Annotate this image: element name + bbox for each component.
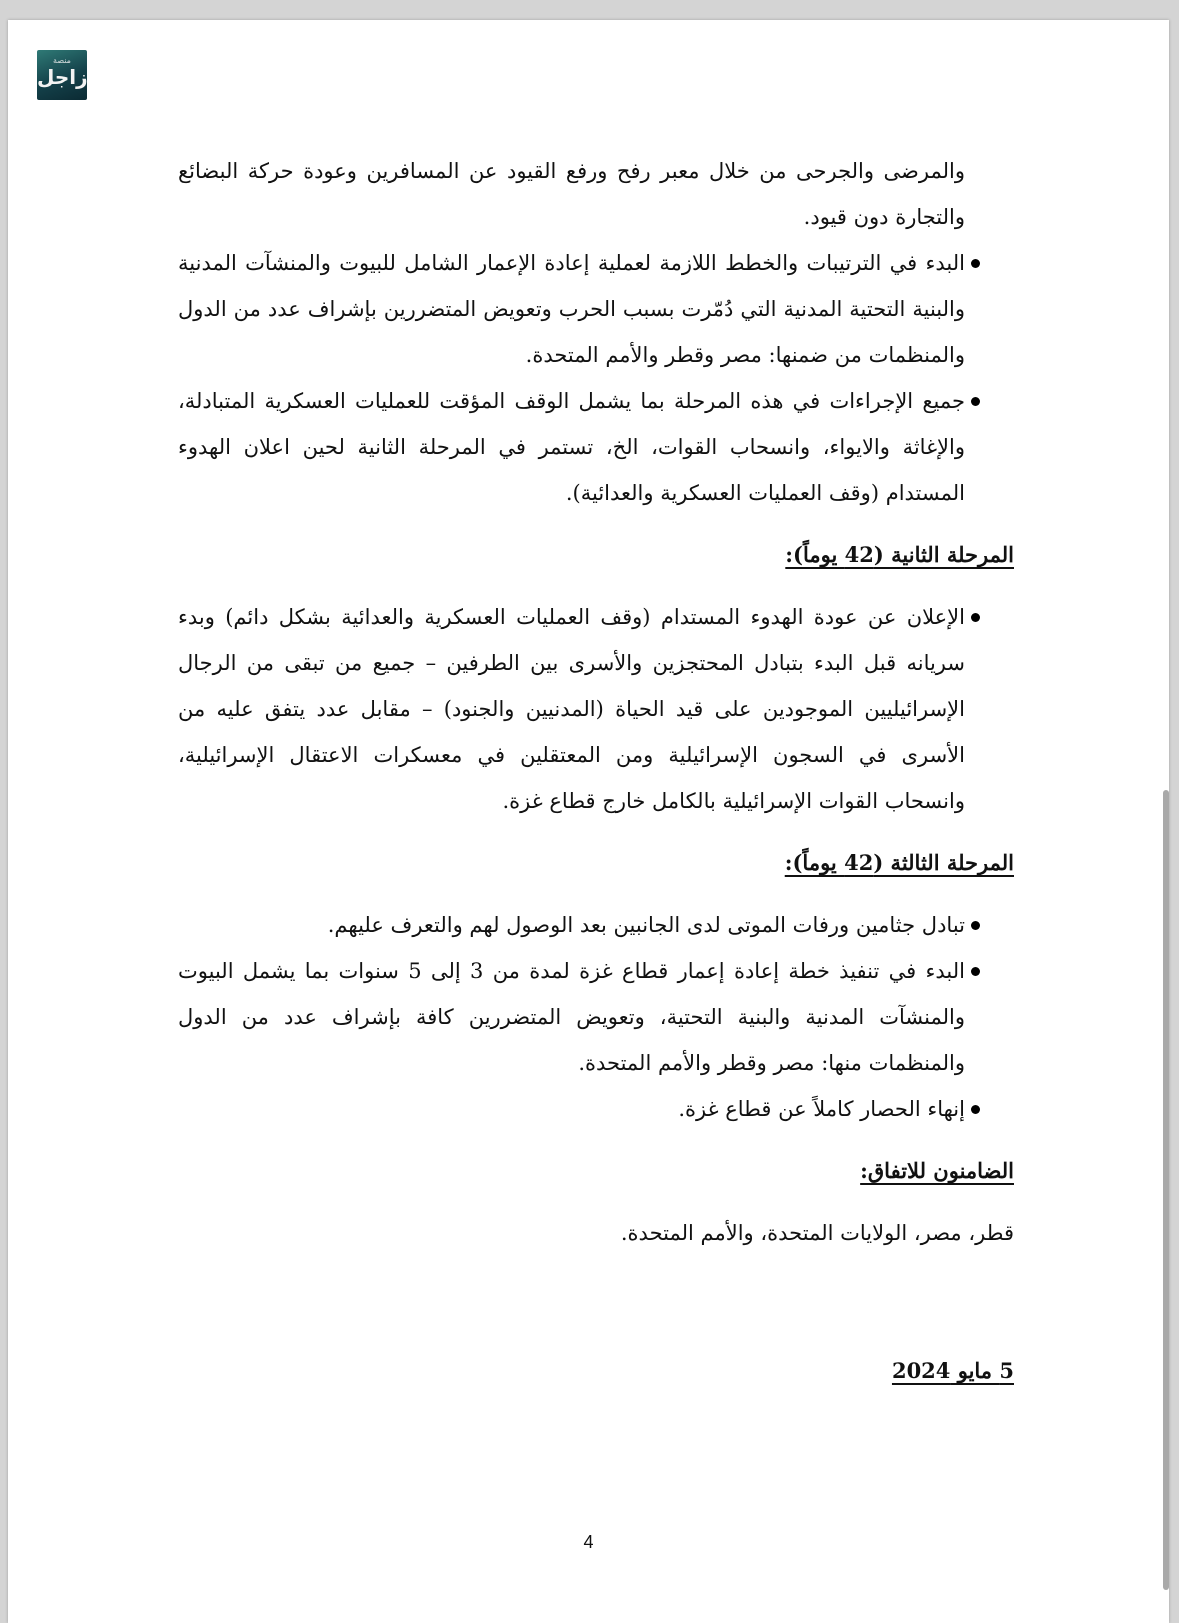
list-item: [178, 1086, 1014, 1132]
zajel-logo: [37, 50, 87, 100]
list-item: [178, 902, 1014, 948]
list-item-text: البدء في تنفيذ خطة إعادة إعمار قطاع غزة لمدة من 3 إلى 5 سنوات بما يشمل البيوت والمنشآت المدنية والبنية التحتية، وتعويض المتضررين كافة بإشراف عدد من الدول والمنظمات منها: مصر وقطر والأمم المتحدة.: [178, 959, 965, 1075]
document-body: [178, 148, 1014, 1394]
phase3-heading: المرحلة الثالثة (42 يوماً):: [784, 850, 1014, 875]
bullet-icon: [971, 397, 980, 406]
list-item-text: الإعلان عن عودة الهدوء المستدام (وقف العمليات العسكرية والعدائية بشكل دائم) وبدء سريانه قبل البدء بتبادل المحتجزين والأسرى بين الطرفين – جميع من تبقى من الرجال الإسرائيليين الموجودين على قيد الحياة (المدنيين والجنود) – مقابل عدد يتفق عليه من الأسرى في السجون الإسرائيلية ومن المعتقلين في معسكرات الاعتقال الإسرائيلية، وانسحاب القوات الإسرائيلية بالكامل خارج قطاع غزة.: [178, 605, 965, 813]
list-item: [178, 948, 1014, 1086]
bullet-icon: [971, 967, 980, 976]
bullet-icon: [971, 921, 980, 930]
phase1-list: [178, 240, 1014, 516]
bullet-icon: [971, 1105, 980, 1114]
phase2-heading: المرحلة الثانية (42 يوماً):: [785, 542, 1014, 567]
list-item-text: جميع الإجراءات في هذه المرحلة بما يشمل الوقف المؤقت للعمليات العسكرية المتبادلة، والإغاثة والايواء، وانسحاب القوات، الخ، تستمر في المرحلة الثانية لحين اعلان الهدوء المستدام (وقف العمليات العسكرية والعدائية).: [178, 389, 965, 505]
list-item-text: البدء في الترتيبات والخطط اللازمة لعملية إعادة الإعمار الشامل للبيوت والمنشآت المدنية والبنية التحتية المدنية التي دُمّرت بسبب الحرب وتعويض المتضررين بإشراف عدد من الدول والمنظمات من ضمنها: مصر وقطر والأمم المتحدة.: [178, 251, 965, 367]
list-item: [178, 378, 1014, 516]
logo-small-text: منصة: [53, 56, 71, 65]
document-date: 5 مايو 2024: [891, 1358, 1014, 1383]
intro-continuation: والمرضى والجرحى من خلال معبر رفح ورفع القيود عن المسافرين وعودة حركة البضائع والتجارة دون قيود.: [178, 159, 965, 229]
phase3-list: [178, 902, 1014, 1132]
list-item-text: تبادل جثامين ورفات الموتى لدى الجانبين بعد الوصول لهم والتعرف عليهم.: [327, 913, 965, 937]
list-item-text: إنهاء الحصار كاملاً عن قطاع غزة.: [678, 1097, 965, 1121]
guarantors-text: قطر، مصر، الولايات المتحدة، والأمم المتحدة.: [620, 1221, 1014, 1245]
page-number: 4: [583, 1532, 594, 1552]
vertical-scrollbar[interactable]: [1163, 790, 1169, 1590]
bullet-icon: [971, 613, 980, 622]
list-item: [178, 240, 1014, 378]
logo-main-text: زاجل: [37, 65, 88, 89]
bullet-icon: [971, 259, 980, 268]
phase2-list: [178, 594, 1014, 824]
list-item: [178, 594, 1014, 824]
document-page: [8, 20, 1169, 1623]
guarantors-heading: الضامنون للاتفاق:: [860, 1158, 1014, 1183]
